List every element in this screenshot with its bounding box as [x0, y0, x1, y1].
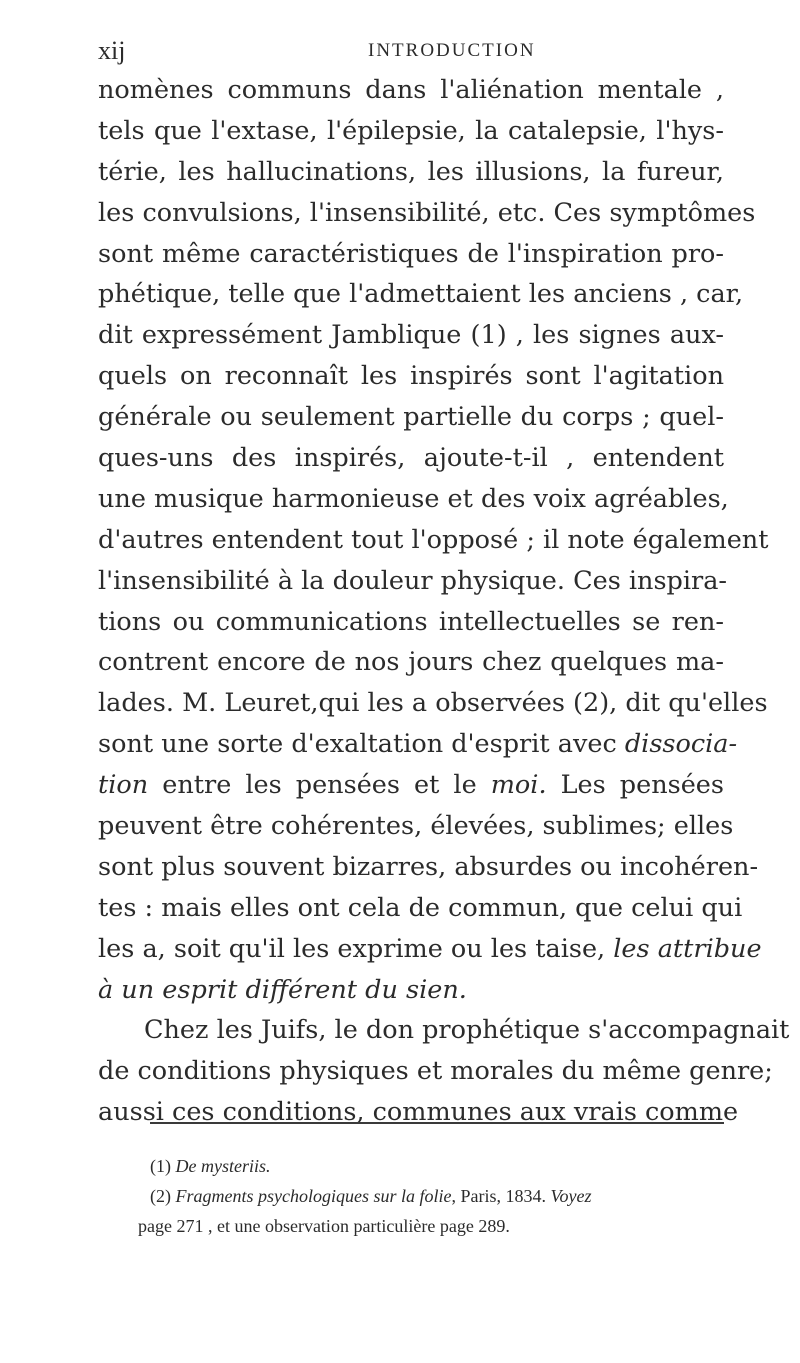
- text-line: [98, 724, 738, 765]
- page-header: [98, 36, 718, 66]
- text-run: sont une sorte d'exaltation d'esprit avec: [98, 729, 625, 760]
- footnote-2: [98, 1181, 728, 1211]
- text-line: lades. M. Leuret,qui les a observées (2), dit qu'elles: [98, 688, 768, 719]
- italic-run: les attribue: [613, 933, 762, 964]
- text-line: térie, les hallucinations, les illusions, la fureur,: [98, 156, 724, 187]
- italic-run: à un esprit différent du sien.: [98, 974, 467, 1005]
- text-line: l'insensibilité à la douleur physique. Ces inspira-: [98, 565, 728, 596]
- italic-run: moi.: [490, 770, 547, 801]
- text-line: dit expressément Jamblique (1) , les signes aux-: [98, 320, 724, 351]
- running-head: INTRODUCTION: [368, 40, 536, 61]
- text-line: sont plus souvent bizarres, absurdes ou incohéren-: [98, 851, 759, 882]
- text-line: générale ou seulement partielle du corps ; quel-: [98, 402, 724, 433]
- text-line: Chez les Juifs, le don prophétique s'accompagnait: [144, 1015, 790, 1046]
- italic-run: dissocia-: [624, 729, 738, 760]
- text-line: de conditions physiques et morales du même genre;: [98, 1056, 773, 1087]
- text-line: phétique, telle que l'admettaient les anciens , car,: [98, 279, 744, 310]
- text-line: les convulsions, l'insensibilité, etc. Ces symptômes: [98, 197, 756, 228]
- text-run: Les pensées: [546, 770, 724, 801]
- page-number: xij: [98, 36, 126, 65]
- text-line: peuvent être cohérentes, élevées, sublimes; elles: [98, 811, 734, 842]
- text-line: tels que l'extase, l'épilepsie, la catalepsie, l'hys-: [98, 115, 724, 146]
- body-text: [98, 70, 790, 1133]
- footnote-marker: (2): [150, 1186, 171, 1206]
- text-line: tions ou communications intellectuelles se ren-: [98, 606, 724, 637]
- text-line: [98, 765, 724, 806]
- footnote-2-continued: page 271 , et une observation particulière page 289.: [138, 1216, 510, 1236]
- footnote-1: [98, 1151, 728, 1181]
- footnote-title: Fragments psychologiques sur la folie: [175, 1186, 452, 1206]
- text-line: [98, 929, 762, 970]
- footnote-rule: [150, 1122, 724, 1124]
- text-line: d'autres entendent tout l'opposé ; il note également: [98, 524, 769, 555]
- text-line: quels on reconnaît les inspirés sont l'agitation: [98, 361, 724, 392]
- text-run: entre les pensées et le: [148, 770, 491, 801]
- footnote-text: , Paris, 1834.: [451, 1186, 551, 1206]
- footnotes: [98, 1151, 728, 1241]
- footnote-marker: (1): [150, 1156, 171, 1176]
- footnote-see: Voyez: [550, 1186, 592, 1206]
- text-line: contrent encore de nos jours chez quelques ma-: [98, 647, 724, 678]
- footnote-text: De mysteriis.: [175, 1156, 271, 1176]
- text-line: aussi ces conditions, communes aux vrais comme: [98, 1097, 739, 1128]
- text-line: ques-uns des inspirés, ajoute-t-il , entendent: [98, 443, 724, 474]
- text-line: sont même caractéristiques de l'inspiration pro-: [98, 238, 724, 269]
- italic-run: tion: [98, 770, 149, 801]
- text-line: nomènes communs dans l'aliénation mentale ,: [98, 75, 724, 105]
- text-run: les a, soit qu'il les exprime ou les taise,: [98, 933, 614, 964]
- text-line: une musique harmonieuse et des voix agréables,: [98, 483, 729, 514]
- text-line: [98, 970, 724, 1011]
- text-line: tes : mais elles ont cela de commun, que celui qui: [98, 892, 743, 923]
